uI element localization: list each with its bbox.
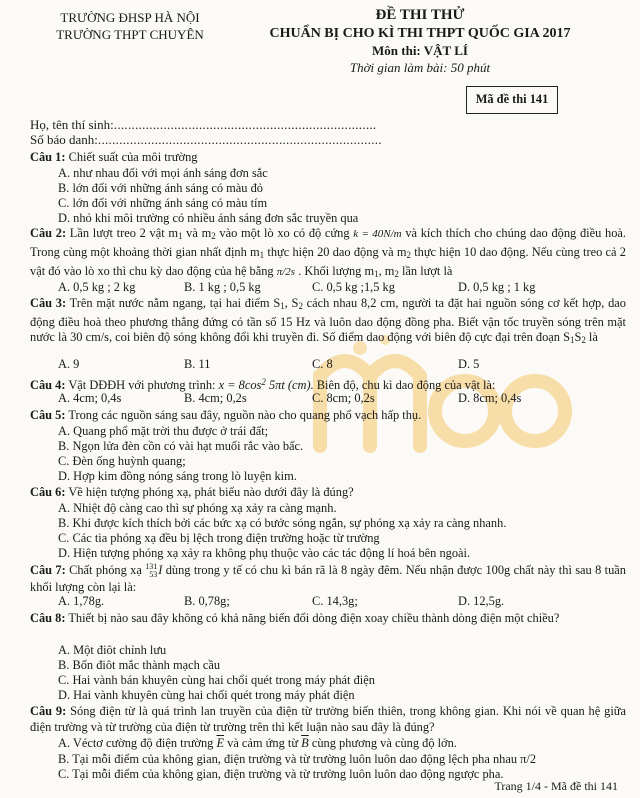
question-text: thực hiện 20 dao động và m [264, 244, 407, 259]
q6-option-b[interactable]: B. Khi được kích thích bởi các bức xạ có bước sóng ngắn, sự phóng xạ xảy ra càng nhanh. [58, 516, 507, 530]
q8-option-c[interactable]: C. Hai vành bán khuyên cùng hai chổi quét trong máy phát điện [58, 673, 375, 687]
question-text: Thiết bị nào sau đây không có khả năng biến đổi dòng điện xoay chiều thành dòng điện một chiều? [68, 611, 560, 625]
option-text: A. Véctơ cường độ điện trường [58, 736, 217, 750]
q9-option-c[interactable]: C. Tại mỗi điểm của không gian, điện trường và từ trường luôn luôn dao động ngược pha. [58, 767, 504, 781]
question-6 [30, 485, 626, 501]
exam-subtitle: CHUẨN BỊ CHO KÌ THI THPT QUỐC GIA 2017 [269, 26, 571, 41]
q1-option-d[interactable]: D. nhỏ khi môi trường có nhiều ánh sáng đơn sắc truyền qua [58, 211, 359, 225]
option-text: cùng phương và cùng độ lớn. [308, 736, 457, 750]
q3-option-d[interactable]: D. 5 [458, 357, 480, 371]
question-1 [30, 150, 626, 166]
question-text: Vật DĐĐH với phương trình: [68, 378, 219, 393]
question-text: cách nhau 8,2 cm, người ta đặt hai nguồn sóng cơ kết hợp, dao động điều hoà theo phương thẳng đứng có tần số 15 Hz và luôn dao động đồng pha. Biết vận tốc truyền sóng trên mặt nước là 30 cm/s, coi biên độ sóng không đổi khi truyền đi. Số điểm dao động với biên độ cực đại trên đoạn S [30, 296, 626, 345]
q3-option-b[interactable]: B. 11 [184, 357, 211, 371]
school-line-1: TRƯỜNG ĐHSP HÀ NỘI [60, 10, 200, 25]
formula-k: k = 40N/m [353, 228, 402, 240]
q2-option-b[interactable]: B. 1 kg ; 0,5 kg [184, 280, 261, 294]
question-text: Trên mặt nước nằm ngang, tại hai điểm S [69, 296, 281, 310]
candidate-name-row [30, 117, 376, 133]
question-text: Chất phóng xạ [69, 563, 146, 577]
question-7 [30, 562, 626, 596]
q1-option-c[interactable]: C. lớn đối với những ánh sáng có màu tím [58, 196, 268, 210]
q8-option-a[interactable]: A. Một điôt chỉnh lưu [58, 643, 167, 657]
exam-duration: Thời gian làm bài: 50 phút [349, 60, 491, 75]
question-2 [30, 226, 626, 282]
q9-option-b[interactable]: B. Tại mỗi điểm của không gian, điện trường và từ trường luôn luôn dao động lệch pha nhau π/2 [58, 752, 537, 766]
q4-option-a[interactable]: A. 4cm; 0,4s [58, 391, 122, 405]
subscript: 2 [581, 335, 586, 346]
question-text: Trong các nguồn sáng sau đây, nguồn nào cho quang phổ vạch hấp thụ. [68, 408, 422, 422]
vector-e: $\overline{E}$ [216, 736, 225, 750]
question-label: Câu 3: [30, 296, 67, 310]
q2-option-a[interactable]: A. 0,5 kg ; 2 kg [58, 280, 136, 294]
q1-option-b[interactable]: B. lớn đối với những ánh sáng có màu đỏ [58, 181, 263, 195]
question-text: Sóng điện từ là quá trình lan truyền của điện từ trường biến thiên, trong không gian. Khi nói về quan hệ giữa điện trường và từ trường của điện từ trường trên thì kết luận nào sau đây là đúng? [30, 704, 626, 734]
q7-option-b[interactable]: B. 0,78g; [184, 594, 230, 608]
subscript: 2 [394, 268, 399, 279]
question-text: Chiết suất của môi trường [68, 150, 198, 164]
exam-code-box [466, 86, 558, 114]
q5-option-c[interactable]: C. Đèn ống huỳnh quang; [58, 454, 186, 468]
question-9 [30, 704, 626, 735]
q7-options [58, 594, 618, 610]
exam-code: Mã đề thi 141 [475, 92, 549, 107]
exam-title: ĐỀ THI THỬ [375, 7, 465, 23]
q4-option-d[interactable]: D. 8cm; 0,4s [458, 391, 522, 405]
q9-option-a[interactable] [58, 736, 457, 752]
q5-option-d[interactable]: D. Hợp kim đồng nóng sáng trong lò luyện kim. [58, 469, 297, 483]
q7-option-a[interactable]: A. 1,78g. [58, 594, 105, 608]
formula-period: π/2s [276, 265, 296, 278]
question-text: . Khối lượng m [295, 263, 375, 278]
q8-option-b[interactable]: B. Bốn điôt mắc thành mạch cầu [58, 658, 221, 672]
subscript: 2 [406, 250, 411, 261]
watermark-text [0, 0, 2, 16]
question-text: , m [378, 263, 395, 278]
q6-option-a[interactable]: A. Nhiệt độ càng cao thì sự phóng xạ xảy ra càng mạnh. [58, 501, 337, 515]
question-text: lần lượt là [398, 263, 453, 278]
question-3 [30, 296, 626, 349]
question-label: Câu 7: [30, 563, 66, 577]
candidate-name-label: Họ, tên thí sinh: [30, 117, 114, 132]
school-line-2: TRƯỜNG THPT CHUYÊN [56, 27, 204, 42]
q1-option-a[interactable]: A. như nhau đối với mọi ánh sáng đơn sắc [58, 166, 268, 180]
question-text: là [585, 330, 598, 345]
question-8 [30, 611, 626, 627]
isotope-symbol: I [158, 563, 163, 577]
subscript: 2 [298, 301, 303, 312]
q7-option-c[interactable]: C. 14,3g; [312, 594, 358, 608]
subscript: 1 [569, 335, 575, 346]
subscript: 1 [280, 301, 285, 312]
question-label: Câu 5: [30, 408, 66, 422]
q3-option-c[interactable]: C. 8 [312, 357, 333, 371]
q6-option-c[interactable]: C. Các tia phóng xạ đều bị lệch trong điện trường hoặc từ trường [58, 531, 380, 545]
question-text: , S [284, 296, 299, 310]
subscript: 2 [211, 231, 216, 242]
candidate-id-label: Số báo danh: [30, 132, 98, 147]
question-label: Câu 1: [30, 150, 66, 164]
q8-option-d[interactable]: D. Hai vành khuyên cùng hai chổi quét trong máy phát điện [58, 688, 355, 702]
q2-options [58, 280, 618, 296]
question-label: Câu 4: [30, 378, 66, 393]
q3-options [58, 357, 618, 373]
q5-option-b[interactable]: B. Ngọn lửa đèn cồn có vài hạt muối rắc vào bấc. [58, 439, 304, 453]
q4-option-c[interactable]: C. 8cm; 0,2s [312, 391, 375, 405]
q5-option-a[interactable]: A. Quang phổ mặt trời thu được ở trái đất; [58, 424, 269, 438]
question-text: Biên độ, chu kì dao động của vật là: [313, 378, 496, 393]
question-text: thực hiện 10 dao động. Nếu cùng treo cả 2 vật đó vào lò xo thì chu kỳ dao động của hệ bằng [30, 244, 626, 278]
page-footer: Trang 1/4 - Mã đề thi 141 [494, 779, 618, 793]
q7-option-d[interactable]: D. 12,5g. [458, 594, 505, 608]
isotope-notation [145, 563, 157, 579]
q4-options [58, 391, 618, 407]
option-text: và cảm ứng từ [224, 736, 302, 750]
question-label: Câu 8: [30, 611, 66, 625]
question-text: Lần lượt treo 2 vật m [69, 226, 178, 240]
question-label: Câu 9: [30, 704, 67, 718]
equation: x = 8cos [218, 378, 262, 393]
subscript: 1 [259, 250, 265, 261]
question-text: vào một lò xo có độ cứng [215, 226, 354, 240]
superscript: 2 [261, 377, 266, 387]
q2-option-d[interactable]: D. 0,5 kg ; 1 kg [458, 280, 536, 294]
q4-option-b[interactable]: B. 4cm; 0,2s [184, 391, 247, 405]
question-label: Câu 6: [30, 485, 66, 499]
question-text: Về hiện tượng phóng xạ, phát biểu nào dưới đây là đúng? [68, 485, 354, 499]
isotope-mass: 131 [145, 562, 158, 571]
question-text: S [574, 330, 582, 345]
q2-option-c[interactable]: C. 0,5 kg ;1,5 kg [312, 280, 395, 294]
q6-option-d[interactable]: D. Hiện tượng phóng xạ xảy ra không phụ thuộc vào các tác động lí hoá bên ngoài. [58, 546, 471, 560]
question-text: dùng trong y tế có chu kì bán rã là 8 ngày đêm. Nếu nhận được 100g chất này thì sau 8 tuần khối lượng còn lại là: [30, 563, 626, 594]
candidate-name-field[interactable]: .......................................................................... [113, 117, 377, 132]
isotope-number: 53 [149, 570, 158, 579]
q3-option-a[interactable]: A. 9 [58, 357, 80, 371]
question-5 [30, 408, 626, 424]
equation: 5πt (cm). [265, 378, 314, 393]
candidate-id-field[interactable]: ................................................................................ [97, 132, 382, 147]
candidate-id-row [30, 132, 382, 148]
question-text: và kích thích cho chúng dao động điều hoà. Trong cùng một khoảng thời gian nhất định m [30, 226, 626, 259]
subscript: 1 [374, 268, 379, 279]
question-text: và m [182, 226, 212, 240]
exam-subject: Môn thi: VẬT LÍ [372, 43, 468, 58]
vector-b: $\overline{B}$ [301, 736, 309, 750]
subscript: 1 [178, 231, 183, 242]
question-label: Câu 2: [30, 226, 67, 240]
